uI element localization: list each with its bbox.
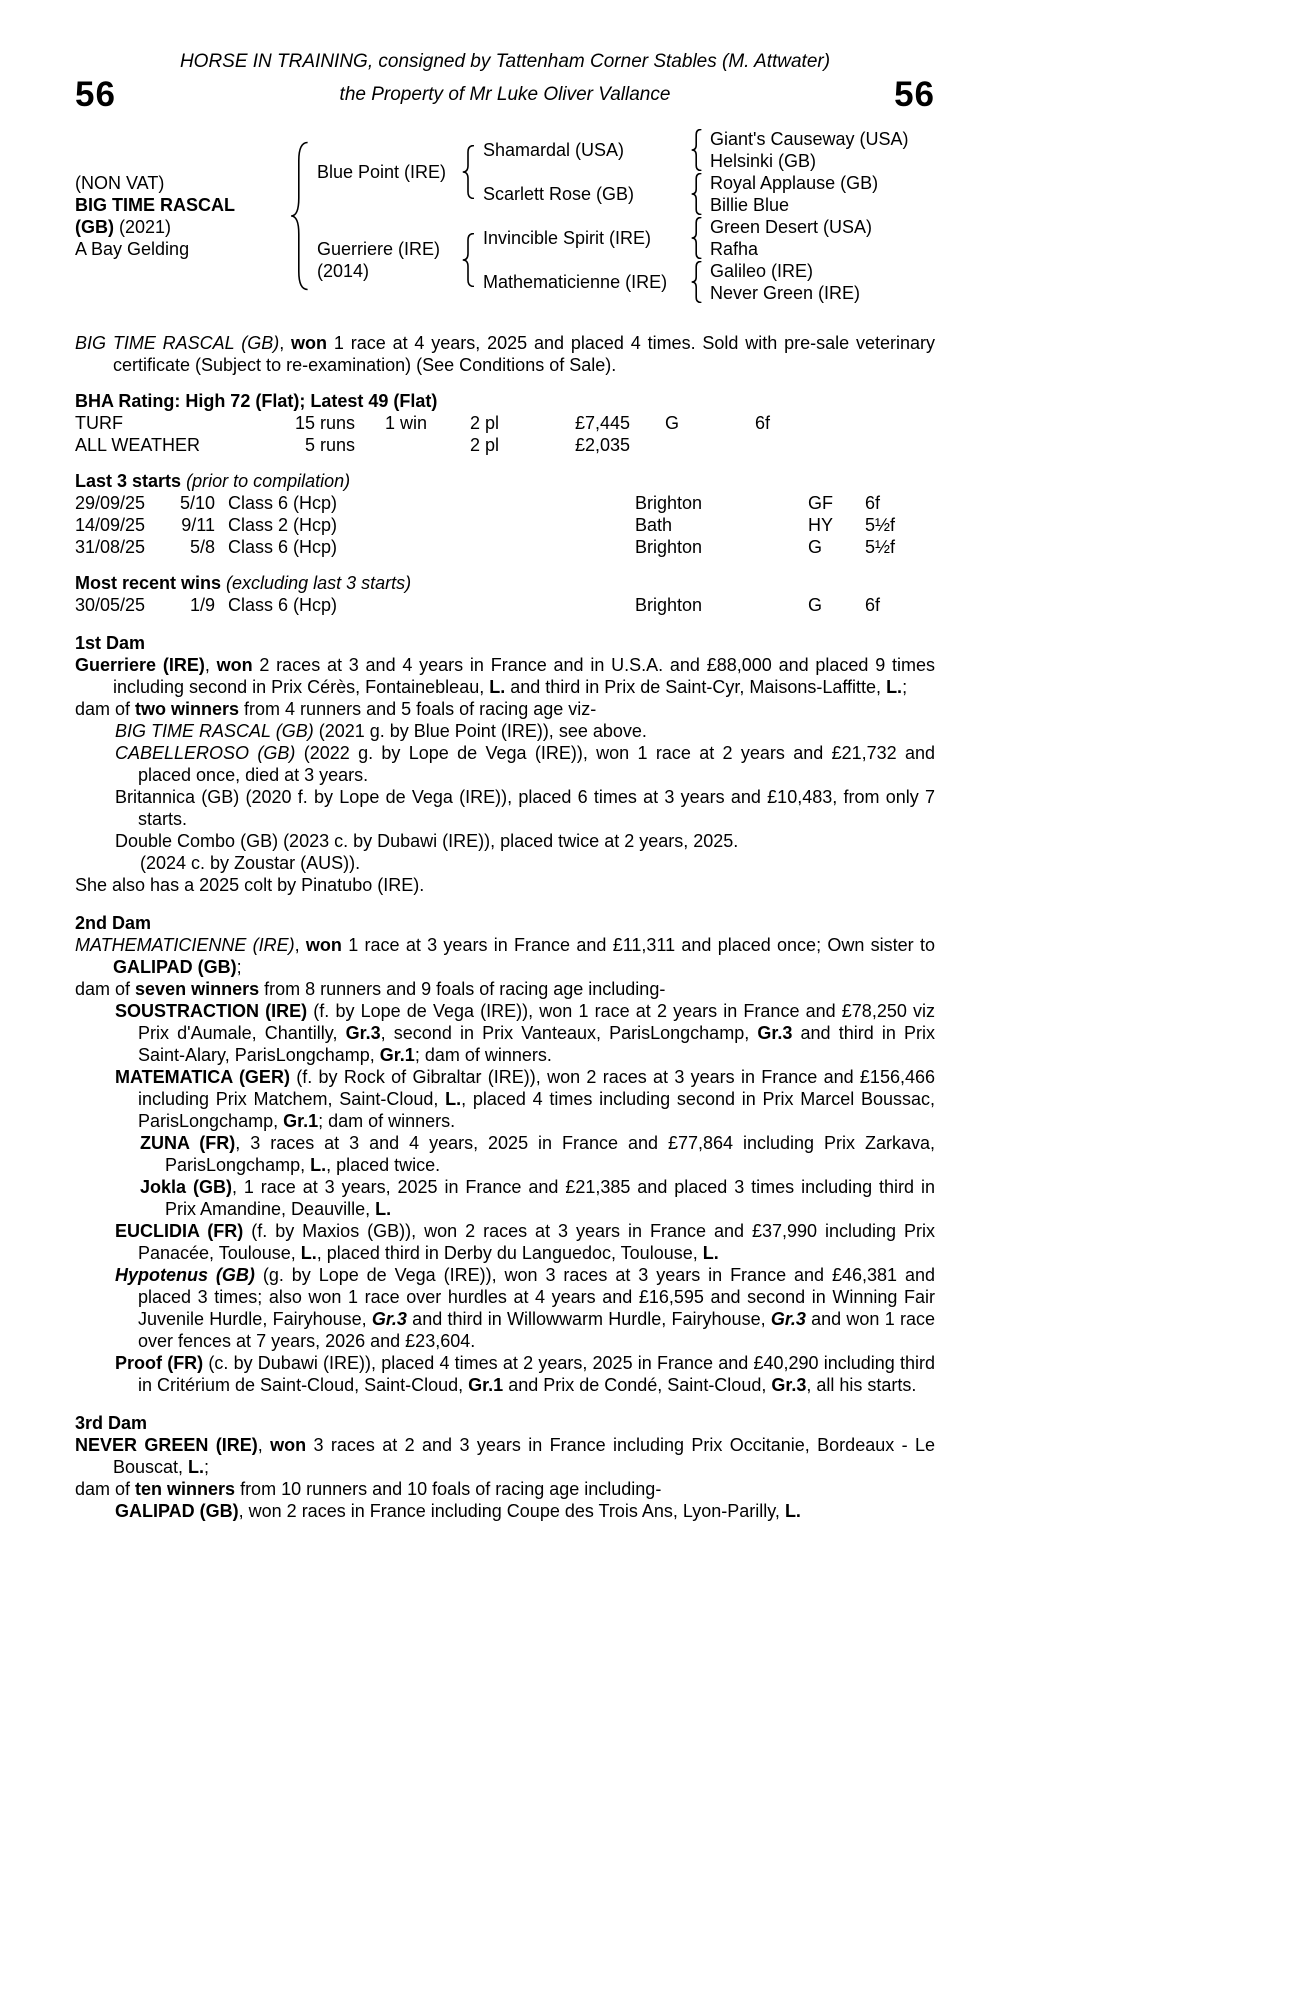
table-cell-date: 30/05/25 <box>75 595 146 615</box>
pedigree-paragraph: CABELLEROSO (GB) (2022 g. by Lope de Vega (IRE)), won 1 race at 2 years and £21,732 and placed once, died at 3 years. <box>115 743 935 785</box>
recent-wins-table <box>75 594 935 616</box>
pedigree-paragraph: Jokla (GB), 1 race at 3 years, 2025 in France and £21,385 and placed 3 times including third in Prix Amandine, Deauville, L. <box>140 1177 935 1219</box>
table-cell-going: G <box>665 413 680 433</box>
vat-status: (NON VAT) <box>75 173 165 193</box>
last-starts-table <box>75 492 935 558</box>
table-cell-pos: 5/10 <box>179 493 215 513</box>
table-cell-going: HY <box>808 515 834 535</box>
dam-parents-column <box>483 216 935 304</box>
table-cell-distance: 6f <box>755 413 771 433</box>
table-cell-runs: 15 runs <box>294 413 355 433</box>
dam-dam-parents <box>710 260 935 304</box>
race-summary: BIG TIME RASCAL (GB), won 1 race at 4 years, 2025 and placed 4 times. Sold with pre-sale veterinary certificate (Subject to re-examination) (See Conditions of Sale). <box>75 333 935 375</box>
sire-dam-name: Scarlett Rose (GB) <box>483 184 635 204</box>
table-cell-runs: 5 runs <box>304 435 355 455</box>
sire-parents-column <box>483 128 935 216</box>
pedigree-tree <box>75 128 935 304</box>
table-cell-race: Class 6 (Hcp) <box>228 493 338 513</box>
ancestor-name: Helsinki (GB) <box>710 151 817 171</box>
pedigree-paragraph: She also has a 2025 colt by Pinatubo (IRE). <box>75 875 425 895</box>
table-cell-date: 14/09/25 <box>75 515 146 535</box>
table-cell-distance <box>755 434 935 456</box>
ancestor-name: Billie Blue <box>710 195 790 215</box>
table-cell-pos: 5/8 <box>189 537 215 557</box>
pedigree-paragraph: Hypotenus (GB) (g. by Lope de Vega (IRE)), won 3 races at 3 years in France and £46,381 and placed 3 times; also won 1 race over hurdles at 4 years and £16,595 and second in Winning Fair Juvenile Hurdle, Fairyhouse, Gr.3 and third in Willowwarm Hurdle, Fairyhouse, Gr.3 and won 1 race over fences at 7 years, 2026 and £23,604. <box>115 1265 935 1351</box>
pedigree-paragraph: Double Combo (GB) (2023 c. by Dubawi (IRE)), placed twice at 2 years, 2025. <box>115 831 739 851</box>
race-record-table <box>75 412 935 456</box>
table-cell-pos: 1/9 <box>189 595 215 615</box>
horse-foaled: (2021) <box>119 217 172 237</box>
table-row <box>75 412 935 434</box>
table-cell-going: GF <box>808 493 833 513</box>
table-cell-surface: ALL WEATHER <box>75 435 201 455</box>
dam-sire-branch <box>483 216 935 260</box>
dam-heading: 1st Dam <box>75 633 146 653</box>
table-row <box>75 514 935 536</box>
table-cell-earnings: £2,035 <box>575 435 631 455</box>
dam-branch <box>317 216 935 304</box>
table-cell-earnings: £7,445 <box>575 413 631 433</box>
last-starts-heading <box>75 470 935 492</box>
dam-sire-name: Invincible Spirit (IRE) <box>483 228 652 248</box>
table-cell-course: Brighton <box>635 493 703 513</box>
brace-sire <box>462 145 477 199</box>
table-cell-going: G <box>808 537 823 557</box>
table-cell-race: Class 6 (Hcp) <box>228 595 338 615</box>
catalog-body <box>75 332 935 1522</box>
table-cell-course: Brighton <box>635 537 703 557</box>
table-cell-date: 31/08/25 <box>75 537 146 557</box>
dam-sire-parents <box>710 216 935 260</box>
recent-wins-heading <box>75 572 935 594</box>
dam-heading: 2nd Dam <box>75 913 152 933</box>
horse-country: (GB) <box>75 217 114 237</box>
last-starts-title: Last 3 starts <box>75 471 182 491</box>
generation1-column <box>317 128 935 304</box>
brace-sire-sire <box>691 129 704 171</box>
brace-dam <box>462 233 477 287</box>
dam-name: Guerriere (IRE) (2014) <box>317 239 441 281</box>
pedigree-paragraph: dam of two winners from 4 runners and 5 foals of racing age viz- <box>75 699 597 719</box>
table-cell-going <box>665 434 755 456</box>
ancestor-name: Galileo (IRE) <box>710 261 814 281</box>
consignor-line: HORSE IN TRAINING, consigned by Tattenham Corner Stables (M. Attwater) <box>179 51 831 72</box>
pedigree-paragraph: SOUSTRACTION (IRE) (f. by Lope de Vega (IRE)), won 1 race at 2 years in France and £78,250 viz Prix d'Aumale, Chantilly, Gr.3, second in Prix Vanteaux, ParisLongchamp, Gr.3 and third in Prix Saint-Alary, ParisLongchamp, Gr.1; dam of winners. <box>115 1001 935 1065</box>
pedigree-paragraph: dam of ten winners from 10 runners and 10 foals of racing age including- <box>75 1479 662 1499</box>
lot-number-right: 56 <box>894 75 935 114</box>
sire-branch <box>317 128 935 216</box>
ancestor-name: Giant's Causeway (USA) <box>710 129 909 149</box>
pedigree-paragraph: dam of seven winners from 8 runners and 9 foals of racing age including- <box>75 979 666 999</box>
dam-sections <box>75 632 935 1522</box>
dam-dam-name: Mathematicienne (IRE) <box>483 272 668 292</box>
table-cell-pos: 9/11 <box>181 515 215 535</box>
bha-rating-heading: BHA Rating: High 72 (Flat); Latest 49 (Flat) <box>75 391 438 411</box>
table-cell-wins <box>355 434 465 456</box>
pedigree-paragraph: NEVER GREEN (IRE), won 3 races at 2 and 3 years in France including Prix Occitanie, Bordeaux - Le Bouscat, L.; <box>75 1435 935 1477</box>
table-cell-places: 2 pl <box>470 413 500 433</box>
ancestor-name: Royal Applause (GB) <box>710 173 879 193</box>
brace-dam-dam <box>691 261 704 303</box>
table-cell-going: G <box>808 595 823 615</box>
table-cell-distance: 5½f <box>865 515 896 535</box>
horse-name: BIG TIME RASCAL <box>75 195 235 215</box>
table-row <box>75 492 935 514</box>
sire-sire-parents <box>710 128 935 172</box>
pedigree-paragraph: BIG TIME RASCAL (GB) (2021 g. by Blue Point (IRE)), see above. <box>115 721 647 741</box>
horse-sex: A Bay Gelding <box>75 239 190 259</box>
brace-generation1 <box>290 141 312 291</box>
pedigree-paragraph: EUCLIDIA (FR) (f. by Maxios (GB)), won 2 races at 3 years in France and £37,990 including Prix Panacée, Toulouse, L., placed third in Derby du Languedoc, Toulouse, L. <box>115 1221 935 1263</box>
pedigree-paragraph: GALIPAD (GB), won 2 races in France including Coupe des Trois Ans, Lyon-Parilly, L. <box>115 1501 801 1521</box>
brace-sire-dam <box>691 173 704 215</box>
ancestor-name: Never Green (IRE) <box>710 283 861 303</box>
table-cell-places: 2 pl <box>470 435 500 455</box>
pedigree-paragraph: ZUNA (FR), 3 races at 3 and 4 years, 2025 in France and £77,864 including Prix Zarkava, ParisLongchamp, L., placed twice. <box>140 1133 935 1175</box>
sire-name: Blue Point (IRE) <box>317 162 447 182</box>
property-line: the Property of Mr Luke Oliver Vallance <box>339 83 671 105</box>
sire-sire-name: Shamardal (USA) <box>483 140 625 160</box>
pedigree-paragraph: Guerriere (IRE), won 2 races at 3 and 4 years in France and in U.S.A. and £88,000 and placed 9 times including second in Prix Cérès, Fontainebleau, L. and third in Prix de Saint-Cyr, Maisons-Laffitte, L.; <box>75 655 935 697</box>
table-cell-distance: 6f <box>865 493 881 513</box>
table-row <box>75 536 935 558</box>
table-row <box>75 594 935 616</box>
sire-dam-parents <box>710 172 935 216</box>
sire-dam-branch <box>483 172 935 216</box>
table-cell-surface: TURF <box>75 413 123 433</box>
ancestor-name: Rafha <box>710 239 759 259</box>
table-cell-date: 29/09/25 <box>75 493 146 513</box>
pedigree-paragraph: (2024 c. by Zoustar (AUS)). <box>140 853 361 873</box>
pedigree-paragraph: MATHEMATICIENNE (IRE), won 1 race at 3 years in France and £11,311 and placed once; Own sister to GALIPAD (GB); <box>75 935 935 977</box>
table-cell-distance: 5½f <box>865 537 896 557</box>
table-cell-wins: 1 win <box>385 413 428 433</box>
table-cell-race: Class 6 (Hcp) <box>228 537 338 557</box>
table-cell-course: Brighton <box>635 595 703 615</box>
lot-number-left: 56 <box>75 75 116 114</box>
pedigree-paragraph: Britannica (GB) (2020 f. by Lope de Vega (IRE)), placed 6 times at 3 years and £10,483, from only 7 starts. <box>115 787 935 829</box>
table-cell-course: Bath <box>635 515 673 535</box>
table-cell-race: Class 2 (Hcp) <box>228 515 338 535</box>
last-starts-note: (prior to compilation) <box>186 471 351 491</box>
table-row <box>75 434 935 456</box>
recent-wins-note: (excluding last 3 starts) <box>226 573 412 593</box>
ancestor-name: Green Desert (USA) <box>710 217 873 237</box>
horse-country-year <box>75 216 290 238</box>
horse-info <box>75 172 290 260</box>
pedigree-paragraph: MATEMATICA (GER) (f. by Rock of Gibraltar (IRE)), won 2 races at 3 years in France and £156,466 including Prix Matchem, Saint-Cloud, L., placed 4 times including second in Prix Marcel Boussac, ParisLongchamp, Gr.1; dam of winners. <box>115 1067 936 1131</box>
sire-sire-branch <box>483 128 935 172</box>
pedigree-paragraph: Proof (FR) (c. by Dubawi (IRE)), placed 4 times at 2 years, 2025 in France and £40,290 including third in Critérium de Saint-Cloud, Saint-Cloud, Gr.1 and Prix de Condé, Saint-Cloud, Gr.3, all his starts. <box>115 1353 935 1395</box>
recent-wins-title: Most recent wins <box>75 573 222 593</box>
dam-dam-branch <box>483 260 935 304</box>
table-cell-distance: 6f <box>865 595 881 615</box>
brace-dam-sire <box>691 217 704 259</box>
dam-heading: 3rd Dam <box>75 1413 148 1433</box>
header-row <box>75 77 935 112</box>
